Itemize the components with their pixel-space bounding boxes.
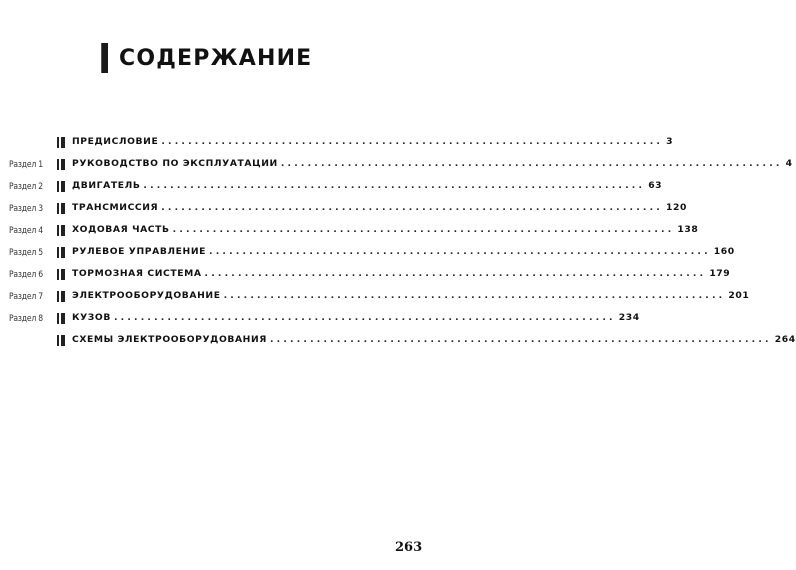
toc-bullet-mark: [57, 181, 61, 192]
toc-bullet-mark: [57, 269, 61, 280]
toc-leader-dots: ...........................................................................: [209, 246, 711, 257]
toc-bullet-mark: [57, 247, 61, 258]
toc-entry-title: ПРЕДИСЛОВИЕ: [72, 136, 159, 147]
title-bar-ornament: [101, 43, 108, 73]
toc-leader-dots: ...........................................................................: [223, 290, 726, 301]
toc-leader-dots: ...........................................................................: [161, 202, 663, 213]
toc-row[interactable]: [0, 312, 640, 328]
toc-row[interactable]: [0, 202, 687, 218]
toc-section-label: Раздел 4: [9, 226, 43, 236]
toc-page-number: 179: [709, 268, 731, 279]
toc-section-label: Раздел 1: [9, 160, 43, 170]
toc-section-label: Раздел 2: [9, 182, 43, 192]
toc-page-number: 160: [713, 246, 735, 257]
toc-bullet-mark: [57, 159, 61, 170]
toc-entry-title: ДВИГАТЕЛЬ: [72, 180, 141, 191]
toc-leader-dots: ...........................................................................: [161, 136, 664, 147]
toc-row[interactable]: [0, 158, 793, 174]
toc-page-number: 4: [785, 158, 793, 169]
toc-bullet-mark: [57, 137, 61, 148]
toc-section-label: Раздел 6: [9, 270, 43, 280]
page-title: СОДЕРЖАНИЕ: [119, 45, 313, 71]
toc-section-label: Раздел 5: [9, 248, 43, 258]
toc-bullet-mark: [57, 335, 61, 346]
toc-page-number: 120: [666, 202, 687, 213]
toc-entry-title: РУЛЕВОЕ УПРАВЛЕНИЕ: [72, 246, 206, 257]
toc-row[interactable]: [0, 334, 796, 350]
toc-bullet-mark: [57, 291, 61, 302]
toc-entry-title: ТРАНСМИССИЯ: [72, 202, 159, 213]
toc-leader-dots: ...........................................................................: [172, 224, 675, 235]
toc-page-number: 201: [728, 290, 750, 301]
toc-row[interactable]: [0, 290, 750, 306]
toc-row[interactable]: [0, 224, 699, 240]
toc-page-number: 3: [666, 136, 674, 147]
toc-section-label: Раздел 7: [9, 292, 43, 302]
toc-leader-dots: ...........................................................................: [204, 268, 707, 279]
toc-row[interactable]: [0, 268, 731, 284]
toc-bullet-mark: [57, 203, 61, 214]
toc-leader-dots: ...........................................................................: [113, 312, 616, 323]
toc-leader-dots: ...........................................................................: [143, 180, 646, 191]
toc-entry-title: ЭЛЕКТРООБОРУДОВАНИЕ: [72, 290, 221, 301]
toc-row[interactable]: [0, 246, 735, 262]
toc-section-label: Раздел 3: [9, 204, 43, 214]
toc-leader-dots: ...........................................................................: [269, 334, 772, 345]
toc-bullet-mark: [57, 313, 61, 324]
toc-entry-title: ТОРМОЗНАЯ СИСТЕМА: [72, 268, 202, 279]
toc-entry-title: ХОДОВАЯ ЧАСТЬ: [72, 224, 170, 235]
toc-entry-title: РУКОВОДСТВО ПО ЭКСПЛУАТАЦИИ: [72, 158, 278, 169]
footer-page-number: 263: [395, 540, 423, 555]
toc-section-label: Раздел 8: [9, 314, 43, 324]
toc-page-number: 264: [774, 334, 796, 345]
toc-row[interactable]: [0, 180, 663, 196]
toc-bullet-mark: [57, 225, 61, 236]
toc-row[interactable]: [0, 136, 674, 152]
toc-page-number: 138: [677, 224, 699, 235]
page-header: [101, 43, 312, 73]
toc-entry-title: КУЗОВ: [72, 312, 111, 323]
toc-page-number: 234: [618, 312, 640, 323]
toc-entry-title: СХЕМЫ ЭЛЕКТРООБОРУДОВАНИЯ: [72, 334, 267, 345]
toc-page-number: 63: [648, 180, 663, 191]
toc-leader-dots: ...........................................................................: [280, 158, 783, 169]
